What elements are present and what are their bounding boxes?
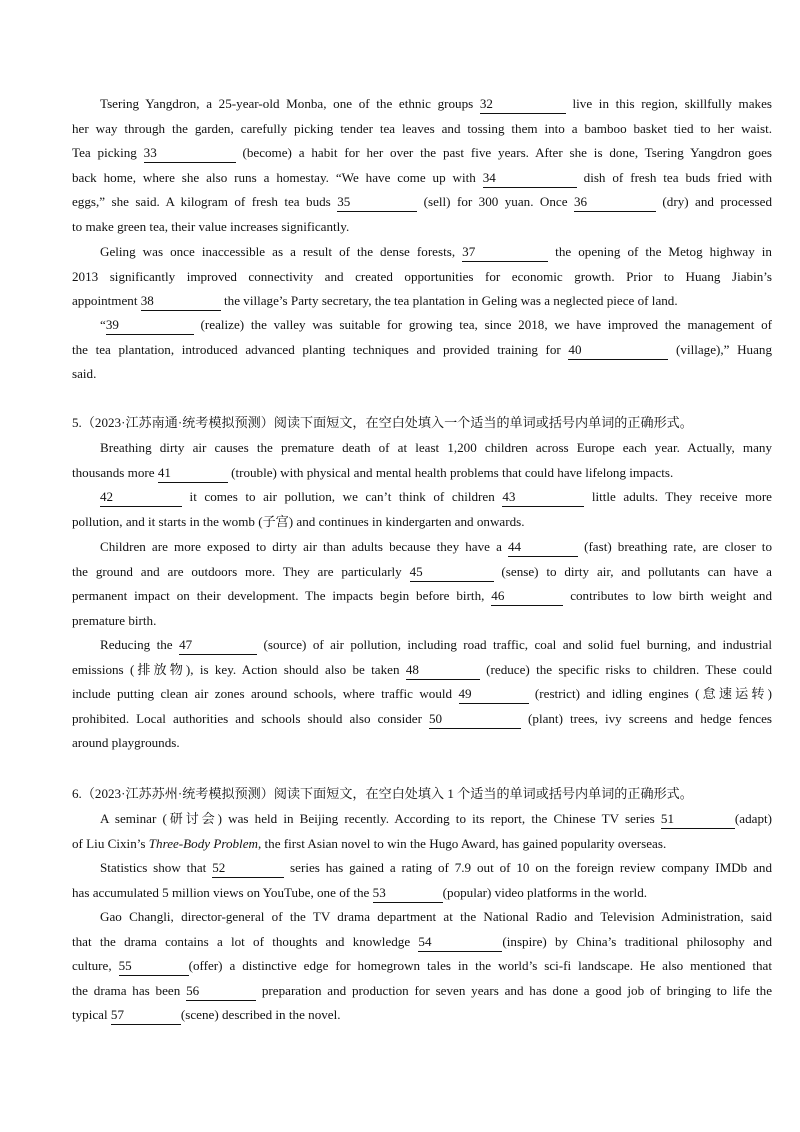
- text-run: the drama has been: [72, 982, 187, 998]
- text-run: prohibited. Local authorities and schools should also consider: [72, 710, 429, 726]
- text-line: [72, 905, 772, 930]
- text-run: Geling was once inaccessible as a result of the dense forests,: [100, 244, 463, 259]
- text-line: [72, 362, 772, 387]
- text-run: (restrict) and idling engines (怠速运转): [528, 686, 772, 702]
- text-run: (sense) to dirty air, and pollutants can have a: [493, 563, 772, 579]
- text-line: [72, 141, 772, 166]
- text-run: Gao Changli, director-general of the TV drama department at the National Radio and Television Administration, said: [100, 909, 772, 924]
- text-run: (dry) and processed: [655, 194, 772, 210]
- text-run: (scene) described in the novel.: [180, 1007, 341, 1023]
- text-line: [72, 215, 772, 240]
- text-run: thousands more: [72, 464, 158, 480]
- text-line: [72, 856, 772, 881]
- answer-blank-57[interactable]: 57: [111, 1007, 181, 1025]
- text-run: has accumulated 5 million views on YouTube, one of the: [72, 884, 373, 900]
- text-run: pollution, and it starts in the womb (子宫) and continues in kindergarten and onwards.: [72, 513, 525, 529]
- answer-blank-40[interactable]: 40: [568, 342, 668, 360]
- question-5-heading: 5.（2023·江苏南通·统考模拟预测）阅读下面短文，在空白处填入一个适当的单词或括号内单词的正确形式。: [72, 415, 693, 430]
- text-run: (offer) a distinctive edge for homegrown tales in the world’s sci-fi landscape. He also mentioned that: [188, 958, 773, 974]
- text-run: the opening of the Metog highway in: [548, 244, 772, 259]
- text-line: [72, 930, 772, 955]
- text-run: culture,: [72, 958, 119, 974]
- answer-blank-48[interactable]: 48: [406, 662, 480, 680]
- text-line: [72, 510, 772, 535]
- answer-blank-37[interactable]: 37: [462, 244, 548, 262]
- text-run: appointment: [72, 293, 141, 309]
- passage4-paragraph-2: [72, 240, 772, 314]
- text-line: [72, 881, 772, 906]
- text-run: series has gained a rating of 7.9 out of 10 on the foreign review company IMDb and: [284, 860, 772, 875]
- text-run: 2013 significantly improved connectivity and created opportunities for economic growth. Prior to Huang Jiabin’s: [72, 268, 772, 284]
- text-run: (inspire) by China’s traditional philosophy and: [502, 933, 772, 949]
- text-run: little adults. They receive more: [584, 489, 772, 504]
- text-run: contributes to low birth weight and: [563, 588, 772, 604]
- text-line: [72, 461, 772, 486]
- text-run: to make green tea, their value increases significantly.: [72, 218, 350, 234]
- passage5-paragraph-1: [72, 436, 772, 485]
- text-run: around playgrounds.: [72, 735, 180, 751]
- text-run: (fast) breathing rate, are closer to: [577, 539, 772, 554]
- text-run: permanent impact on their development. The impacts begin before birth,: [72, 588, 492, 604]
- answer-blank-56[interactable]: 56: [186, 983, 256, 1001]
- text-run: Statistics show that: [100, 860, 213, 875]
- text-run: emissions (排放物), is key. Action should also be taken: [72, 661, 406, 677]
- answer-blank-45[interactable]: 45: [410, 564, 494, 582]
- answer-blank-33[interactable]: 33: [144, 145, 236, 163]
- passage5-paragraph-4: [72, 633, 772, 756]
- text-line: [72, 535, 772, 560]
- answer-blank-34[interactable]: 34: [483, 170, 577, 188]
- text-run: eggs,” she said. A kilogram of fresh tea buds: [72, 194, 338, 210]
- text-line: [72, 832, 772, 857]
- italic-title: Three-Body Problem: [148, 835, 258, 851]
- text-run: (sell) for 300 yuan. Once: [417, 194, 574, 210]
- text-line: [72, 166, 772, 191]
- answer-blank-52[interactable]: 52: [212, 860, 284, 878]
- text-run: A seminar (研讨会) was held in Beijing recently. According to its report, the Chinese TV series: [100, 811, 661, 826]
- text-run: typical: [72, 1007, 111, 1023]
- text-line: [72, 117, 772, 142]
- text-line: [72, 584, 772, 609]
- answer-blank-43[interactable]: 43: [502, 489, 584, 507]
- text-run: premature birth.: [72, 612, 157, 628]
- passage6-paragraph-3: [72, 905, 772, 1028]
- text-line: [72, 707, 772, 732]
- text-run: the ground and are outdoors more. They are particularly: [72, 563, 410, 579]
- text-line: [72, 609, 772, 634]
- text-run: (source) of air pollution, including road traffic, coal and solid fuel burning, and industrial: [257, 637, 772, 652]
- text-run: live in this region, skillfully makes: [565, 96, 772, 111]
- text-run: Reducing the: [100, 637, 180, 652]
- text-run: “: [100, 317, 106, 332]
- answer-blank-42[interactable]: 42: [100, 489, 182, 507]
- text-run: Tsering Yangdron, a 25-year-old Monba, one of the ethnic groups: [100, 96, 480, 111]
- text-run: (popular) video platforms in the world.: [442, 884, 648, 900]
- answer-blank-47[interactable]: 47: [179, 637, 257, 655]
- passage4-paragraph-1: [72, 92, 772, 240]
- passage5-paragraph-3: [72, 535, 772, 633]
- text-run: back home, where she also runs a homestay. “We have come up with: [72, 169, 483, 185]
- text-run: said.: [72, 366, 97, 382]
- text-run: Breathing dirty air causes the premature death of at least 1,200 children across Europe each year. Actually, many: [100, 440, 772, 455]
- text-line: [72, 190, 772, 215]
- answer-blank-39[interactable]: 39: [106, 317, 194, 335]
- text-run: include putting clean air zones around schools, where traffic would: [72, 686, 459, 702]
- text-line: [72, 240, 772, 265]
- text-line: [72, 436, 772, 461]
- text-line: [72, 1003, 772, 1028]
- text-run: the village’s Party secretary, the tea plantation in Geling was a neglected piece of land.: [220, 293, 678, 309]
- answer-blank-53[interactable]: 53: [373, 885, 443, 903]
- answer-blank-49[interactable]: 49: [459, 686, 529, 704]
- text-run: of Liu Cixin’s: [72, 835, 149, 851]
- answer-blank-32[interactable]: 32: [480, 96, 566, 114]
- text-line: [72, 485, 772, 510]
- text-run: (realize) the valley was suitable for growing tea, since 2018, we have improved the management of: [193, 317, 772, 332]
- text-run: (become) a habit for her over the past five years. After she is done, Tsering Yangdron goes: [235, 145, 772, 161]
- text-line: [72, 807, 772, 832]
- text-line: [72, 338, 772, 363]
- text-run: Tea picking: [72, 145, 144, 161]
- text-line: [72, 265, 772, 290]
- answer-blank-54[interactable]: 54: [418, 934, 502, 952]
- answer-blank-38[interactable]: 38: [141, 293, 221, 311]
- text-line: [72, 313, 772, 338]
- text-line: [72, 658, 772, 683]
- passage6-paragraph-1: [72, 807, 772, 856]
- answer-blank-51[interactable]: 51: [661, 811, 735, 829]
- text-run: Children are more exposed to dirty air than adults because they have a: [100, 539, 508, 554]
- text-run: dish of fresh tea buds fried with: [576, 169, 772, 185]
- question-6-heading: 6.（2023·江苏苏州·统考模拟预测）阅读下面短文，在空白处填入 1 个适当的单词或括号内单词的正确形式。: [72, 786, 693, 801]
- text-line: [72, 954, 772, 979]
- text-line: [72, 289, 772, 314]
- text-line: [72, 560, 772, 585]
- text-run: (village),” Huang: [668, 341, 772, 357]
- text-run: (adapt): [734, 811, 772, 826]
- answer-blank-41[interactable]: 41: [158, 465, 228, 483]
- text-line: [72, 633, 772, 658]
- text-run: that the drama contains a lot of thoughts and knowledge: [72, 933, 419, 949]
- text-line: [72, 92, 772, 117]
- text-run: (plant) trees, ivy screens and hedge fences: [521, 710, 772, 726]
- text-line: [72, 731, 772, 756]
- text-run: , the first Asian novel to win the Hugo Award, has gained popularity overseas.: [257, 835, 667, 851]
- answer-blank-46[interactable]: 46: [491, 588, 563, 606]
- text-line: [72, 979, 772, 1004]
- text-run: the tea plantation, introduced advanced planting techniques and provided training for: [72, 341, 569, 357]
- answer-blank-44[interactable]: 44: [508, 539, 578, 557]
- answer-blank-36[interactable]: 36: [574, 194, 656, 212]
- answer-blank-55[interactable]: 55: [119, 958, 189, 976]
- passage5-paragraph-2: [72, 485, 772, 534]
- text-run: her way through the garden, carefully picking tender tea leaves and tossing them into a bamboo basket tied to her waist.: [72, 120, 772, 136]
- text-run: (reduce) the specific risks to children. These could: [479, 661, 772, 677]
- text-run: (trouble) with physical and mental health problems that could have lifelong impacts.: [227, 464, 674, 480]
- answer-blank-50[interactable]: 50: [429, 711, 521, 729]
- text-run: it comes to air pollution, we can’t think of children: [182, 489, 503, 504]
- text-line: [72, 682, 772, 707]
- passage4-paragraph-3: [72, 313, 772, 387]
- answer-blank-35[interactable]: 35: [337, 194, 417, 212]
- text-run: preparation and production for seven years and has done a good job of bringing to life the: [256, 982, 773, 998]
- passage6-paragraph-2: [72, 856, 772, 905]
